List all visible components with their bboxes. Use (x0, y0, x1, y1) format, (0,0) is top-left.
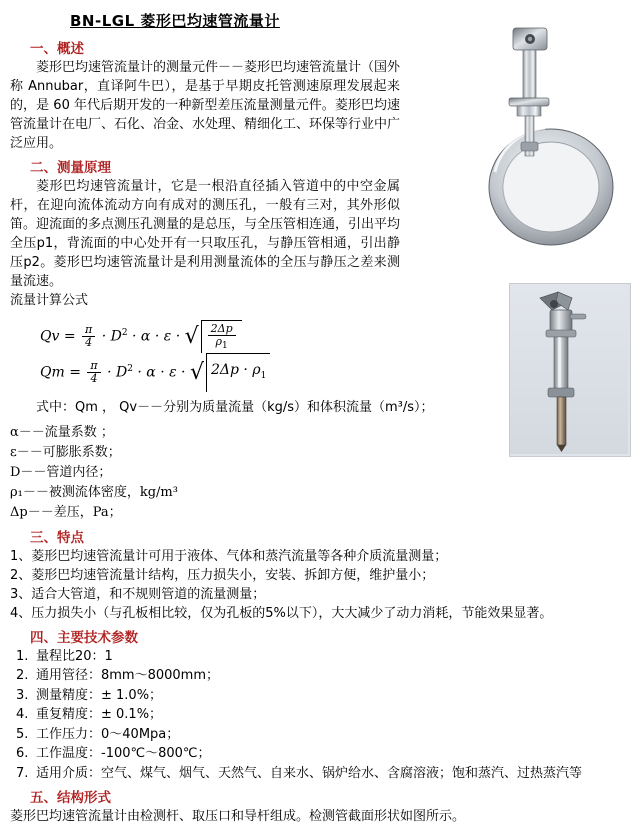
spec-text: 测量精度：± 1.0%； (36, 687, 163, 703)
overview-paragraph: 菱形巴均速管流量计的测量元件－－菱形巴均速管流量计（国外称 Annubar，直译阿牛巴），是基于早期皮托管测速原理发展起来的，是 60 年代后期开发的一种新型差压流量测量元件。菱形巴均速管流量计在电厂、石化、冶金、水处理、精细化工、环保等行业中广泛应用。 (10, 60, 401, 151)
spec-index: 7. (16, 765, 29, 781)
spec-row (10, 647, 633, 667)
spec-row (10, 744, 633, 764)
fraction-pi-over-4-2: $\frac{\pi}{4}$ (87, 360, 100, 385)
spec-text: 重复精度：± 0.1%； (36, 707, 163, 723)
sqrt-body-2: $2\Delta p \cdot \rho_1$ (206, 353, 270, 392)
feature-item-2: 2、菱形巴均速管流量计结构，压力损失小，安装、拆卸方便，维护量小； (10, 567, 435, 583)
sqrt-icon: √ (184, 323, 199, 349)
probe-assembly-photo (509, 283, 631, 457)
spec-text: 适用介质：空气、煤气、烟气、天然气、自来水、锅炉给水、含腐溶液；饱和蒸汽、过热蒸汽等 (36, 765, 583, 781)
symbol-delta-p: Δp－－差压，Pa； (10, 504, 122, 520)
probe-assembly-illustration (510, 284, 628, 454)
formula-mass-flow-text: Qm = $\frac{\pi}{4}$ · $D^2 \cdot \alpha \cdot \varepsilon$ · √ $2\Delta p \cdot \rho_1$ (40, 353, 633, 392)
formula-volume-flow-text: Qv = $\frac{\pi}{4}$ · $D^2 \cdot \alpha \cdot \varepsilon$ · √ $\frac{2\Delta p}{\rho_1}$ (40, 318, 633, 353)
structure-paragraph: 菱形巴均速管流量计由检测杆、取压口和导杆组成。检测管截面形状如图所示。 (10, 809, 466, 825)
spec-text: 工作温度：-100℃～800℃； (36, 746, 211, 762)
section-heading-overview: 一、概述 (30, 41, 84, 57)
section-heading-structure: 五、结构形式 (30, 790, 111, 807)
formula-caption: 流量计算公式 (10, 293, 89, 308)
section-heading-principle: 二、测量原理 (30, 160, 111, 176)
page-title: BN-LGL 菱形巴均速管流量计 (70, 12, 280, 30)
feature-item-4: 4、压力损失小（与孔板相比较，仅为孔板的5%以下），大大减少了动力消耗，节能效果显著。 (10, 605, 553, 621)
feature-item-1: 1、菱形巴均速管流量计可用于液体、气体和蒸汽流量等各种介质流量测量； (10, 548, 448, 564)
spec-index: 6. (16, 746, 29, 762)
specs-list (10, 647, 633, 784)
spec-text: 工作压力：0～40Mpa； (36, 726, 180, 742)
fraction-pi-over-4: $\frac{\pi}{4}$ (82, 324, 95, 349)
symbol-density: ρ₁－－被测流体密度，kg/m³ (10, 484, 178, 500)
spec-row (10, 705, 633, 725)
spec-index: 5. (16, 726, 29, 742)
principle-paragraph: 菱形巴均速管流量计，它是一根沿直径插入管道中的中空金属杆，在迎向流体流动方向有成对的测压孔，一般有三对，其外形似笛。迎流面的多点测压孔测量的是总压，与全压管相连通，引出平均全压p1，背流面的中心处开有一只取压孔，与静压管相通，引出静压p2。菱形巴均速管流量计是利用测量流体的全压与静压之差来测量流速。 (10, 179, 401, 289)
formula-note: 式中：Qm ， Qv－－分别为质量流量（kg/s）和体积流量（m³/s）； (36, 399, 434, 415)
symbol-alpha: α－－流量系数 ； (10, 424, 114, 440)
sqrt-icon-2: √ (189, 359, 204, 385)
section-heading-features: 三、特点 (30, 529, 84, 546)
sqrt-body: $\frac{2\Delta p}{\rho_1}$ (201, 320, 242, 353)
spec-row (10, 686, 633, 706)
spec-index: 1. (16, 648, 29, 664)
spec-row (10, 666, 633, 686)
symbol-epsilon: ε－－可膨胀系数； (10, 444, 121, 460)
flow-sensor-photo (459, 22, 635, 262)
feature-item-3: 3、适合大管道，和不规则管道的流量测量； (10, 586, 266, 602)
spec-row (10, 725, 633, 745)
spec-text: 量程比20：1 (36, 648, 113, 664)
flow-sensor-illustration (459, 22, 635, 262)
spec-index: 2. (16, 668, 29, 684)
spec-row (10, 764, 633, 784)
spec-index: 4. (16, 707, 29, 723)
section-heading-specs: 四、主要技术参数 (30, 629, 138, 646)
symbol-diameter: D－－管道内径； (10, 464, 112, 480)
spec-index: 3. (16, 687, 29, 703)
spec-text: 通用管径：8mm～8000mm； (36, 668, 220, 684)
